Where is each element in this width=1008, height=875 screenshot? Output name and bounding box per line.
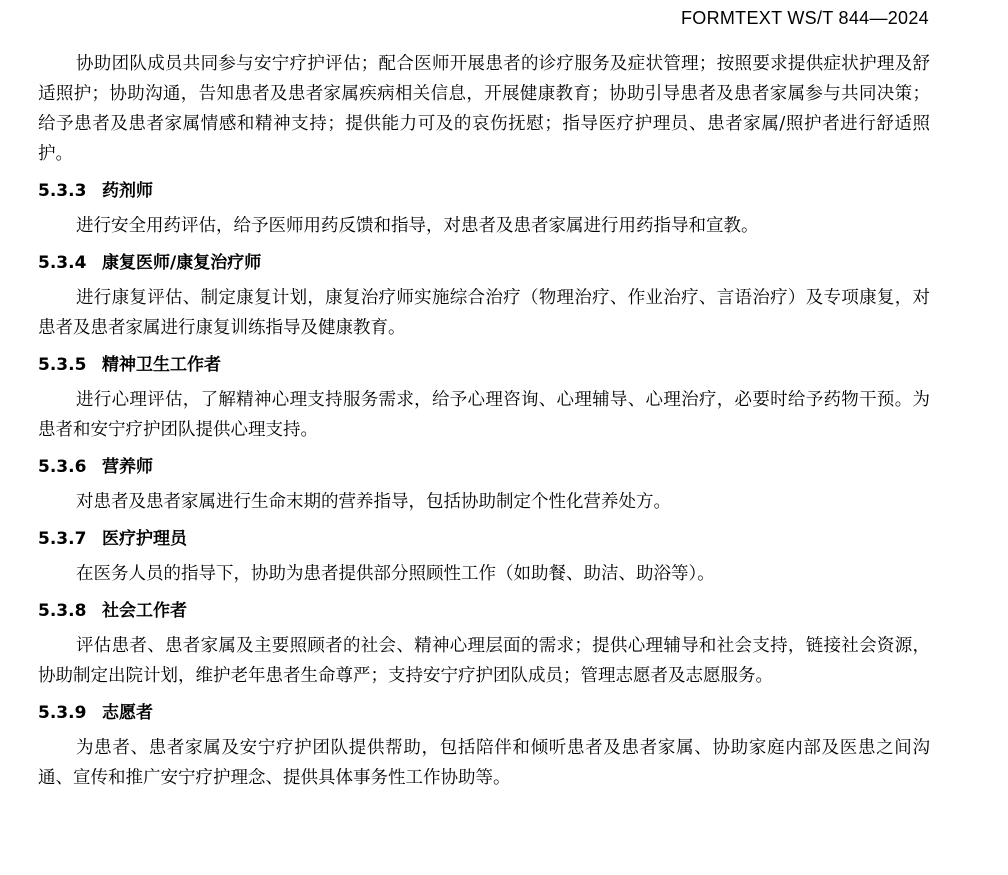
section-paragraph-5-3-5: 进行心理评估，了解精神心理支持服务需求，给予心理咨询、心理辅导、心理治疗，必要时给予药物干预。为患者和安宁疗护团队提供心理支持。	[38, 390, 930, 440]
section-title: 精神卫生工作者	[102, 355, 221, 375]
section-title: 医疗护理员	[102, 529, 187, 549]
section-number: 5.3.5	[38, 355, 87, 375]
section-heading-5-3-6	[38, 452, 930, 482]
intro-paragraph: 协助团队成员共同参与安宁疗护评估；配合医师开展患者的诊疗服务及症状管理；按照要求提供症状护理及舒适照护；协助沟通，告知患者及患者家属疾病相关信息，开展健康教育；协助引导患者及患者家属参与共同决策；给予患者及患者家属情感和精神支持；提供能力可及的哀伤抚慰；指导医疗护理员、患者家属/照护者进行舒适照护。	[38, 54, 930, 164]
section-heading-5-3-3	[38, 176, 930, 206]
section-title: 营养师	[102, 457, 153, 477]
section-number: 5.3.3	[38, 181, 87, 201]
section-heading-5-3-5	[38, 350, 930, 380]
section-number: 5.3.4	[38, 253, 87, 273]
section-title: 志愿者	[102, 703, 153, 723]
document-code: FORMTEXT WS/T 844—2024	[680, 8, 929, 28]
section-title: 药剂师	[102, 181, 153, 201]
section-heading-5-3-9	[38, 698, 930, 728]
section-number: 5.3.7	[38, 529, 87, 549]
section-paragraph-5-3-7: 在医务人员的指导下，协助为患者提供部分照顾性工作（如助餐、助洁、助浴等）。	[76, 564, 715, 584]
section-number: 5.3.6	[38, 457, 87, 477]
section-heading-5-3-4	[38, 248, 930, 278]
section-paragraph-5-3-9: 为患者、患者家属及安宁疗护团队提供帮助，包括陪伴和倾听患者及患者家属、协助家庭内部及医患之间沟通、宣传和推广安宁疗护理念、提供具体事务性工作协助等。	[38, 738, 930, 788]
section-paragraph-5-3-6: 对患者及患者家属进行生命末期的营养指导，包括协助制定个性化营养处方。	[76, 492, 671, 512]
section-paragraph-5-3-8: 评估患者、患者家属及主要照顾者的社会、精神心理层面的需求；提供心理辅导和社会支持，链接社会资源，协助制定出院计划，维护老年患者生命尊严；支持安宁疗护团队成员；管理志愿者及志愿服务。	[38, 636, 930, 686]
section-heading-5-3-7	[38, 524, 930, 554]
section-number: 5.3.9	[38, 703, 87, 723]
section-heading-5-3-8	[38, 596, 930, 626]
document-body	[38, 49, 930, 793]
section-paragraph-5-3-3: 进行安全用药评估，给予医师用药反馈和指导，对患者及患者家属进行用药指导和宣教。	[76, 216, 759, 236]
section-paragraph-5-3-4: 进行康复评估、制定康复计划，康复治疗师实施综合治疗（物理治疗、作业治疗、言语治疗）及专项康复，对患者及患者家属进行康复训练指导及健康教育。	[38, 288, 930, 338]
section-number: 5.3.8	[38, 601, 87, 621]
section-title: 康复医师/康复治疗师	[102, 253, 262, 273]
section-title: 社会工作者	[102, 601, 187, 621]
